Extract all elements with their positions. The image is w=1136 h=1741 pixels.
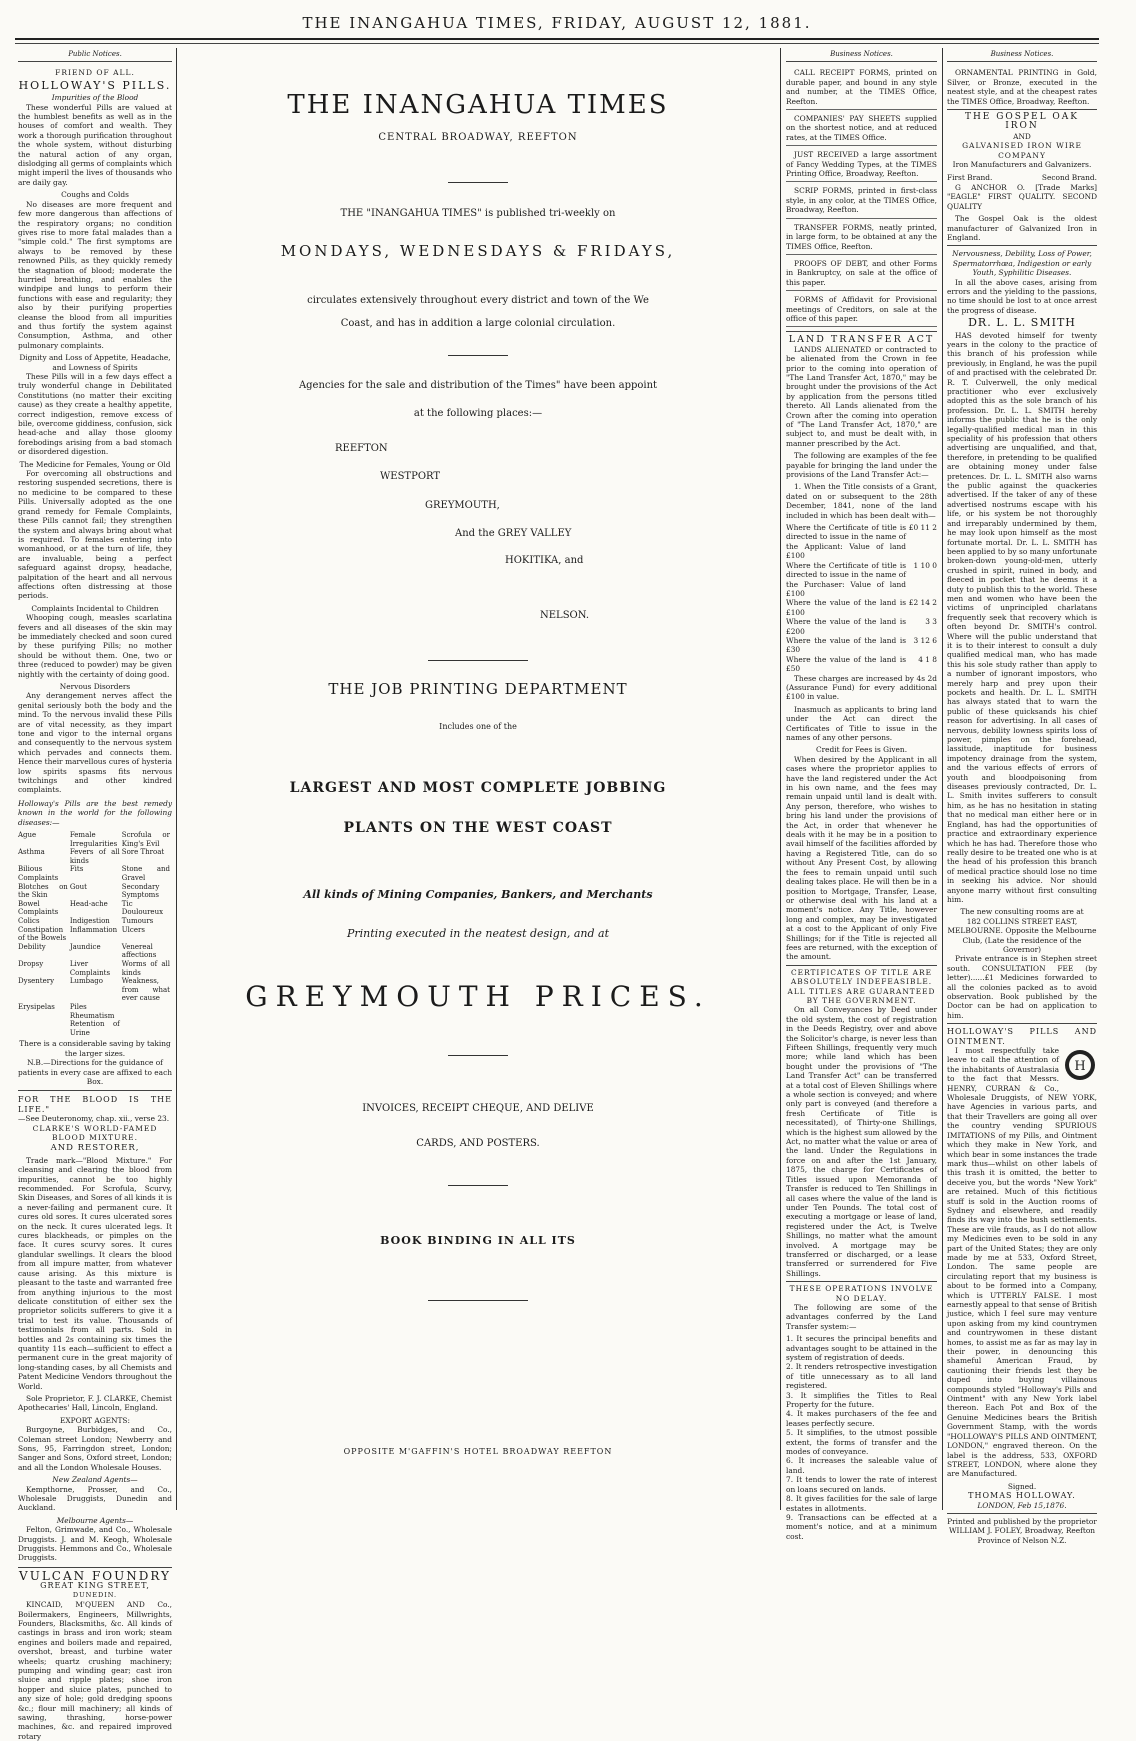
advantage-item: 8. It gives facilities for the sale of large estates in allotments. — [786, 1494, 937, 1513]
advantage-item: 5. It simplifies, to the utmost possible extent, the forms of transfer and the modes of conveyance. — [786, 1428, 937, 1457]
signed-label: Signed. — [1007, 1481, 1037, 1491]
section-heading: Coughs and Colds — [61, 190, 129, 200]
disease-name: Worms of all kinds — [121, 960, 170, 977]
published-line: THE "INANGAHUA TIMES" is published tri-weekly on — [340, 208, 616, 219]
ad-title: VULCAN FOUNDRY — [19, 1568, 171, 1583]
proprietor-line: Sole Proprietor, F. J. CLARKE, Chemist Apothecaries' Hall, Lincoln, England. — [18, 1393, 172, 1413]
ad-reference: —See Deuteronomy, chap. xii., verse 23. — [18, 1114, 170, 1124]
ad-title: DR. L. L. SMITH — [968, 316, 1076, 330]
place-name: WESTPORT — [380, 471, 441, 482]
ad-paragraph: No diseases are more frequent and few more dangerous than affections of the respiratory organs; no condition gives rise to more fatal malades than a "simple cold." The first symptoms are always to be removed by these renowned Pills, as they quickly remedy the stagnation of blood; moderate the hurried breathing, and enables the windpipe and lungs to perform their functions with ease and regularity; they also by their purifying properties cleanse the blood from all impurities and thus fortify the system against Consumption, Asthma, and other pulmonary complaints. — [18, 199, 172, 350]
nb-note: N.B.—Directions for the guidance of patients in every case are affixed to each Box. — [18, 1058, 172, 1086]
advantage-item: 6. It increases the saleable value of land. — [786, 1456, 937, 1475]
column-business-notices — [786, 50, 937, 1541]
fee-row — [786, 636, 937, 655]
disease-name: Indigestion — [69, 917, 110, 926]
ad-paragraph: Inasmuch as applicants to bring land under the Act can direct the Certificates of Title to issue in the names of any other persons. — [786, 704, 937, 742]
ad-title: CLARKE'S WORLD-FAMED BLOOD MIXTURE. — [32, 1123, 158, 1142]
section-heading: Complaints Incidental to Children — [31, 603, 159, 613]
disease-name: Piles — [69, 1002, 87, 1011]
disease-name: Colics — [18, 917, 40, 926]
disease-row — [18, 960, 172, 977]
disease-name: Asthma — [18, 848, 45, 857]
imprint: Printed and published by the proprietor WILLIAM J. FOLEY, Broadway, Reefton Province of Nelson N.Z. — [947, 1516, 1097, 1545]
ad-title: THE GOSPEL OAK IRON — [964, 112, 1080, 132]
ad-paragraph: When desired by the Applicant in all cases where the proprietor applies to have the land registered under the Act in his own name, and the fees may remain unpaid until land is dealt with. Any person, therefore, who wishes to bring his land under the provisions of the Act, in order that whenever he deals with it he may be in a position to avail himself of the facilities afforded by having a Registered Title, can do so without Any Present Cost, by allowing the fees to remain unpaid until such dealing takes place. He will then be in a position to Mortgage, Transfer, Lease, or otherwise deal with his land at a moment's notice. Any Title, however long and complex, may be investigated at a cost to the Applicant of only Five Shillings; for if the Title is rejected all fees are returned, with the exception of the amount. — [786, 754, 937, 962]
disease-row — [18, 883, 172, 900]
ad-paragraph: HAS devoted himself for twenty years in the colony to the practice of this branch of his profession while previously, in England, he was the pupil of and practised with the celebrated Dr. R. T. Culverwell, the only medical practitioner who ever exclusively adopted this as the sole branch of his profession. Dr. L. L. SMITH hereby informs the public that he is the only legally-qualified medical man in this speciality of his profession that others advertising are unqualified, and that, therefore, in pretending to be qualified are obtaining money under false pretences. Dr. L. L. SMITH also warns the public against the quackeries advertised. If the taker of any of these advertised nostrums escape with his life, or his system be not thoroughly and irreparably undermined by them, he may look upon himself as the most fortunate mortal. Dr. L. L. SMITH has been applied to by so many unfortunate broken-down young-old-men, utterly crushed in spirit, ruined in body, and fleeced in pocket that he deems it a duty to publish this to the world. These men and women who have been the victims of unprincipled charlatans frequently seek that recovery which is often beyond Dr. SMITH's control. Where will the public understand that it is to their interest to consult a duly qualified medical man, who has made this his sole study rather than apply to a number of ignorant impostors, who merely harp and prey upon their pockets and health. Dr. L. L. SMITH has always stated that to warn the public of these quicksands his chief reason for advertising. In all cases of nervous, debility lowness spirits loss of power, pimples on the forehead, lassitude, inaptitude for business impotency drainage from the system, and the various effects of errors of youth and bloodpoisoning from diseases previously contracted, Dr. L. L. Smith invites sufferers to consult him, as he has no hesitation in stating that no medical man either here or in England, has had the opportunities of practice and extraordinary experience which he has had. Therefore those who really desire to be treated one who is at the head of his profession this branch of medical practice should lose no time in seeking his advice. Nor should anyone marry without first consulting him. — [947, 330, 1097, 904]
disease-name: Erysipelas — [18, 1002, 55, 1011]
disease-name: Blotches on the Skin — [18, 882, 68, 900]
ad-paragraph: 1. When the Title consists of a Grant, dated on or subsequent to the 28th December, 1841, none of the land included in which has been dealt with— — [786, 482, 937, 520]
disease-name: Debility — [18, 942, 46, 951]
ad-title: FOR THE BLOOD IS THE LIFE." — [18, 1095, 172, 1114]
disease-name: Gout — [69, 882, 87, 891]
fee-row — [786, 561, 937, 599]
signed-date: LONDON, Feb 15,1876. — [977, 1500, 1067, 1510]
ad-paragraph: Any derangement nerves affect the genital seriously both the body and the mind. To the nervous invalid these Pills are of vital necessity, as they impart tone and vigor to the internal organs and consequently to the nervous system which pervades and connects them. Hence their marvellous cures of hysteria low spirits spasms fits nervous twitchings and other kindred complaints. — [18, 691, 172, 795]
fee-description: Where the Certificate of title is directed to issue in the name of the Purchaser: Value of land £100 — [786, 560, 906, 598]
ad-subtitle: Iron Manufacturers and Galvanizers. — [952, 160, 1092, 170]
disease-name: Secondary Symptoms — [121, 882, 160, 900]
column-public-notices — [18, 50, 172, 1741]
disease-name: Dropsy — [18, 960, 44, 968]
disease-row — [18, 848, 172, 865]
section-heading: New Zealand Agents— — [52, 1475, 138, 1485]
ad-heading: Nervousness, Debility, Loss of Power, Spermatorrhœa, Indigestion or early Youth, Syphilitic Diseases. — [952, 249, 1092, 278]
ad-title: LAND TRANSFER ACT — [786, 331, 937, 344]
agencies-line: Agencies for the sale and distribution of the Times" have been appoint — [298, 380, 658, 391]
job-printing-title: THE JOB PRINTING DEPARTMENT — [328, 680, 628, 698]
ad-subtitle: AND RESTORER, — [50, 1143, 140, 1154]
disease-name: Fits — [69, 865, 84, 874]
small-ad: FORMS of Affidavit for Provisional meetings of Creditors, on sale at the office of this paper. — [786, 295, 937, 327]
advantages-list — [786, 1334, 937, 1541]
disease-name: Sore Throat — [121, 848, 165, 857]
address: 182 COLLINS STREET EAST, MELBOURNE. Opposite the Melbourne Club, (Late the residence of the Governor) — [947, 916, 1097, 954]
ad-paragraph: For overcoming all obstructions and restoring suspended secretions, there is no medicine to be compared to these Pills. Universally adopted as the one grand remedy for Female Complaints, these Pills cannot fail; they strengthen the system and always bring about what is required. To females entering into womanhood, or at the turn of life, they are invaluable, being a perfect safeguard against dropsy, headache, palpitation of the heart and all nervous affections often distressing at those periods. — [18, 469, 172, 601]
job-printing-line: Includes one of the — [439, 722, 517, 731]
disease-name: Stone and Gravel — [121, 865, 170, 883]
ad-paragraph: The following are examples of the fee payable for bringing the land under the provisions of the Land Transfer Act:— — [786, 451, 937, 480]
ad-paragraph: Trade mark—"Blood Mixture." For cleansing and clearing the blood from impurities, cannot be too highly recommended. For Scrofula, Scurvy, Skin Diseases, and Sores of all kinds it is a never-failing and permanent cure. It cures old sores. It cures ulcerated sores on the neck. It cures ulcerated legs. It cures blackheads, or pimples on the face. It cures scurvy sores. It cures glandular swellings. It clears the blood from all impure matter, from whatever cause arising. As this mixture is pleasant to the taste and warranted free from anything injurious to the most delicate constitution of either sex the proprietor solicits sufferers to give it a trial to test its value. Thousands of testimonials from all parts. Sold in bottles and 2s containing six times the quantity 11s each—sufficient to effect a permanent cure in the great majority of long-standing cases, by all Chemists and Patent Medicine Vendors throughout the World. — [18, 1155, 172, 1391]
disease-name: Rheumatism — [69, 1011, 115, 1020]
section-heading: EXPORT AGENTS: — [60, 1415, 130, 1425]
small-ad: SCRIP FORMS, printed in first-class style, in any color, at the TIMES Office, Broadway, Reefton. — [786, 186, 937, 218]
disease-name — [18, 1020, 70, 1037]
brand-label: Second Brand. — [1041, 173, 1097, 183]
fee-description: Where the value of the land is £200 — [786, 617, 906, 636]
ad-title: GALVANISED IRON WIRE COMPANY — [962, 141, 1082, 160]
signer-name: THOMAS HOLLOWAY. — [968, 1491, 1076, 1501]
fee-row — [786, 523, 937, 561]
job-printing-line: Printing executed in the neatest design, and at — [346, 927, 609, 940]
disease-name: Jaundice — [69, 942, 101, 951]
disease-row — [18, 917, 172, 926]
disease-name: Retention of Urine — [69, 1020, 120, 1037]
disease-name: Lumbago — [69, 977, 103, 986]
paper-address: CENTRAL BROADWAY, REEFTON — [378, 132, 578, 143]
disease-name: Tumours — [121, 917, 154, 926]
ad-paragraph: Private entrance is in Stephen street south. CONSULTATION FEE (by letter)......£1 Medicines forwarded to all the colonies packed as to avoid observation. Book published by the Doctor can be had on application to him. — [947, 954, 1097, 1020]
small-ad: JUST RECEIVED a large assortment of Fancy Wedding Types, at the TIMES Printing Office, Broadway, Reefton. — [786, 150, 937, 182]
ad-paragraph: Burgoyne, Burbidges, and Co., Coleman street London; Newberry and Sons, 95, Farringdon street, London; Sanger and Sons, Oxford street, London; and all the London Wholesale Houses. — [18, 1425, 172, 1472]
advantage-item: 3. It simplifies the Titles to Real Property for the future. — [786, 1390, 937, 1410]
disease-row — [18, 865, 172, 882]
place-name: GREYMOUTH, — [425, 500, 500, 511]
disease-name — [122, 1003, 172, 1012]
disease-name: Bowel Complaints — [18, 899, 59, 917]
fee-row — [786, 617, 937, 636]
ad-title: HOLLOWAY'S PILLS AND OINTMENT. — [947, 1027, 1097, 1046]
fee-amount: 3 12 6 — [913, 635, 937, 645]
masthead-rule-thin — [15, 43, 1099, 44]
advantage-item: 7. It tends to lower the rate of interest on loans secured on lands. — [786, 1475, 937, 1494]
section-heading: ALL TITLES ARE GUARANTEED BY THE GOVERNMENT. — [787, 986, 936, 1005]
disease-name: Constipation of the Bowels — [18, 925, 67, 943]
ad-paragraph: Whooping cough, measles scarlatina fevers and all diseases of the skin may be immediately checked and soon cured by these purifying Pills; no mother should be without them. One, two or three (reduced to powder) may be given nightly with the certainty of doing good. — [18, 613, 172, 679]
fee-row — [786, 655, 937, 674]
ad-subtitle: GREAT KING STREET, — [40, 1581, 150, 1591]
advantage-item: 2. It renders retrospective investigation of title unnecessary as to all land registered. — [786, 1362, 937, 1391]
job-printing-line: PLANTS ON THE WEST COAST — [343, 820, 613, 836]
small-ad: CALL RECEIPT FORMS, printed on durable paper, and bound in any style and number, at the TIMES Office, Reefton. — [786, 68, 937, 110]
small-ad: TRANSFER FORMS, neatly printed, in large form, to be obtained at any the TIMES Office, Reefton. — [786, 223, 937, 255]
disease-name: Scrofula or King's Evil — [121, 831, 170, 848]
column-header: Public Notices. — [18, 50, 172, 62]
fee-description: Where the Certificate of title is directed to issue in the name of the Applicant: Value of land £100 — [786, 523, 906, 561]
disease-name: Bilious Complaints — [18, 865, 59, 883]
disease-row — [18, 1003, 172, 1012]
office-address: OPPOSITE M'GAFFIN'S HOTEL BROADWAY REEFTON — [343, 1447, 613, 1456]
section-heading: THESE OPERATIONS INVOLVE NO DELAY. — [786, 1281, 937, 1303]
job-printing-line: LARGEST AND MOST COMPLETE JOBBING — [289, 780, 667, 796]
fee-description: Where the value of the land is £50 — [786, 654, 906, 674]
place-name: NELSON. — [540, 610, 590, 621]
disease-row — [18, 943, 172, 960]
section-heading: The Medicine for Females, Young or Old — [19, 459, 171, 469]
disease-row — [18, 900, 172, 917]
disease-name — [122, 1020, 172, 1037]
fee-row — [786, 598, 937, 617]
fee-description: Where the value of the land is £100 — [786, 598, 906, 617]
fees-list — [786, 523, 937, 674]
section-heading: Nervous Disorders — [59, 682, 131, 691]
ad-paragraph: I most respectfully take leave to call the attention of the inhabitants of Australasia to the fact that Messrs. HENRY, CURRAN & Co., Wholesale Druggists, of NEW YORK, have Agencies in various parts, and that their Travellers are going all over the country vending SPURIOUS IMITATIONS of my Pills, and Ointment which they make in New York, and which bear in some instances the trade mark thus—whilst on other labels of this trash it is omitted, the better to deceive you, but the words "New York" are retained. Much of this fictitious stuff is sold in the Auction rooms of Sydney and elsewhere, and readily finds its way into the bush settlements. These are vile frauds, as I do not allow my Medicines even to be sold in any part of the United States; they are only made by me at 533, Oxford Street, London. The same people are circulating report that my business is about to be formed into a Company, which is UTTERLY FALSE. I most earnestly appeal to that sense of British justice, which I feel sure may venture upon asking from my kind countrymen and countrywomen in these distant homes, to assist me as far as may lay in their power, in denouncing this shameful American Fraud, by cautioning their friends lest they be duped into buying villainous compounds styled "Holloway's Pills and Ointment" with any New York label thereon. Each Pot and Box of the Genuine Medicines bears the British Government Stamp, with the words "HOLLOWAY'S PILLS AND OINTMENT, LONDON," engraved thereon. On the label is the address, 533, OXFORD STREET, LONDON, where alone they are Manufactured. — [947, 1046, 1097, 1479]
ad-heading: FRIEND OF ALL. — [55, 68, 135, 78]
disease-row — [18, 977, 172, 1003]
disease-row — [18, 1020, 172, 1037]
disease-name — [18, 1012, 70, 1021]
column-divider — [176, 48, 177, 1510]
disease-name: Female Irregularities — [69, 831, 118, 848]
section-heading: Impurities of the Blood — [51, 93, 139, 103]
ad-paragraph: ORNAMENTAL PRINTING in Gold, Silver, or Bronze, executed in the neatest style, and at the cheapest rates the TIMES Office, Broadway, Reefton. — [947, 68, 1097, 106]
section-heading: Melbourne Agents— — [56, 1515, 134, 1525]
address-intro: The new consulting rooms are at — [960, 907, 1084, 917]
ad-paragraph: LANDS ALIENATED or contracted to be alienated from the Crown in fee prior to the coming into operation of "The Land Transfer Act, 1870," may be brought under the provisions of the Act by application from the persons titled thereto. All Lands alienated from the Crown after the coming into operation of "The Land Transfer Act, 1870," are subject to, and must be dealt with, in manner prescribed by the Act. — [786, 344, 937, 448]
ad-paragraph: G ANCHOR O. [Trade Marks] "EAGLE" FIRST QUALITY. SECOND QUALITY — [947, 182, 1097, 211]
ad-subtitle: AND — [1013, 131, 1031, 141]
agencies-line: at the following places:— — [413, 408, 543, 419]
ad-paragraph: In all the above cases, arising from errors and the yielding to the passions, no time should be lost to at once arrest the progress of disease. — [947, 277, 1097, 315]
disease-name: Fevers of all kinds — [69, 848, 120, 865]
disease-name: Liver Complaints — [69, 960, 111, 977]
section-heading: CERTIFICATES OF TITLE ARE ABSOLUTELY INDEFEASIBLE. — [786, 965, 937, 987]
ad-paragraph: The Gospel Oak is the oldest manufacturer of Galvanized Iron in England. — [947, 214, 1097, 242]
ad-subtitle: DUNEDIN. — [72, 1590, 118, 1599]
section-heading: Credit for Fees is Given. — [815, 745, 908, 755]
small-ad: COMPANIES' PAY SHEETS supplied on the shortest notice, and at reduced rates, at the TIMES Office. — [786, 114, 937, 146]
disease-name: Head-ache — [69, 899, 108, 908]
disease-row — [18, 831, 172, 848]
fee-amount: £2 14 2 — [908, 598, 937, 608]
saving-note: There is a considerable saving by taking the larger sizes. — [19, 1039, 171, 1058]
ad-paragraph: The following are some of the advantages conferred by the Land Transfer system:— — [786, 1302, 937, 1331]
disease-name: Dysentery — [18, 977, 55, 986]
diseases-table — [18, 831, 172, 1037]
disease-name — [122, 1012, 172, 1021]
place-name: HOKITIKA, and — [505, 555, 584, 566]
column-header: Business Notices. — [947, 50, 1097, 62]
fee-description: Where the value of the land is £30 — [786, 635, 906, 655]
circulation-line: Coast, and has in addition a large colonial circulation. — [340, 318, 616, 329]
disease-name: Ague — [18, 831, 37, 840]
column-header: Business Notices. — [786, 50, 937, 62]
fee-amount: 4 1 8 — [918, 654, 937, 664]
ad-paragraph: Kempthorne, Prosser, and Co., Wholesale Druggists, Dunedin and Auckland. — [18, 1484, 172, 1513]
holloway-seal-icon — [1063, 1048, 1097, 1084]
greymouth-prices: GREYMOUTH PRICES. — [245, 980, 711, 1013]
place-name: REEFTON — [335, 443, 388, 454]
remedy-intro: Holloway's Pills are the best remedy known in the world for the following diseases:— — [18, 798, 172, 827]
fee-amount: 1 10 0 — [913, 560, 937, 570]
fee-amount: 3 3 — [925, 617, 937, 627]
column-divider — [942, 48, 943, 1510]
ad-paragraph: On all Conveyances by Deed under the old system, the cost of registration in the Deeds Registry, over and above the Solicitor's charge, is never less than Fifteen Shillings, frequently very much more; while land which has been bought under the provisions of "The Land Transfer Act" can be transferred at a total cost of Eleven Shillings where a whole section is conveyed; and where only part is conveyed (and therefore a fresh Certificate of Title is necessitated), of Thirty-one Shillings, which is the highest sum allowed by the Act, no matter what the value or area of the land. Under the Regulations in force on and after the 1st January, 1875, the charge for Certificates of Titles issued upon Memoranda of Transfer is reduced to Ten Shillings in all cases where the value of the land is under Ten Pounds. The total cost of executing a mortgage or lease of land, registered under the Act, is Twelve Shillings, no matter what the amount involved. A mortgage may be transferred or discharged, or a lease transferred or surrendered for Five Shillings. — [786, 1005, 937, 1278]
place-name: And the GREY VALLEY — [455, 528, 572, 539]
masthead-rule — [15, 38, 1099, 40]
services-line: CARDS, AND POSTERS. — [416, 1138, 540, 1149]
brand-label: First Brand. — [947, 173, 993, 183]
masthead: THE INANGAHUA TIMES, FRIDAY, AUGUST 12, 1881. — [302, 14, 812, 32]
job-printing-line: All kinds of Mining Companies, Bankers, and Merchants — [303, 888, 653, 901]
ad-title: HOLLOWAY'S PILLS. — [18, 78, 172, 92]
advantage-item: 1. It secures the principal benefits and advantages sought to be attained in the system of registration of deeds. — [786, 1334, 937, 1362]
ad-paragraph: These wonderful Pills are valued at the humblest benefits as well as in the houses of comfort and wealth. They work a thorough purification throughout the whole system, without disturbing the natural action of any organ, dislodging all germs of complaints which might imperil the lives of thousands who are daily gay. — [18, 102, 172, 187]
publication-days: MONDAYS, WEDNESDAYS & FRIDAYS, — [280, 242, 676, 260]
advantage-item: 9. Transactions can be effected at a moment's notice, and at a minimum cost. — [786, 1512, 937, 1541]
disease-name: Venereal affections — [121, 942, 157, 960]
book-binding-line: BOOK BINDING IN ALL ITS — [380, 1234, 576, 1247]
ad-paragraph: KINCAID, M'QUEEN AND Co., Boilermakers, Engineers, Millwrights, Founders, Blacksmiths, &c. All kinds of castings in brass and iron work; steam engines and boilers made and repaired, overshot, breast, and turbine water wheels; quartz crushing machinery; pumping and winding gear; cast iron sluice and ripple plates; shoe iron hopper and sluice plates, punched to any size of hole; gold dredging spoons &c.; flour mill machinery; all kinds of sawing, thrashing, horse-power machines, &c. and repaired improved rotary — [18, 1600, 172, 1741]
services-line: INVOICES, RECEIPT CHEQUE, AND DELIVE — [362, 1103, 594, 1114]
circulation-line: circulates extensively throughout every district and town of the We — [307, 295, 649, 306]
disease-name: Ulcers — [121, 925, 145, 934]
column-business-notices-2 — [947, 50, 1097, 1545]
advantage-item: 4. It makes purchasers of the fee and leases perfectly secure. — [786, 1409, 937, 1428]
small-ads-list — [786, 68, 937, 327]
svg-text:H: H — [1074, 1059, 1086, 1075]
section-heading: Dignity and Loss of Appetite, Headache, and Lowness of Spirits — [19, 353, 171, 372]
ad-paragraph: These Pills will in a few days effect a truly wonderful change in Debilitated Constitutions (no matter their exciting cause) as they create a healthy appetite, correct indigestion, remove excess of bile, overcome giddiness, confusion, sick head-ache and allay those gloomy forebodings arising from a bad stomach or disordered digestion. — [18, 372, 172, 457]
disease-name: Inflammation — [69, 925, 118, 934]
column-divider — [780, 48, 781, 1510]
disease-name: Tic Douloureux — [121, 899, 164, 917]
ad-paragraph: These charges are increased by 4s 2d (Assurance Fund) for every additional £100 in value. — [786, 673, 937, 702]
fee-amount: £0 11 2 — [908, 523, 937, 533]
disease-row — [18, 1012, 172, 1021]
disease-name: Weakness, from what ever cause — [121, 977, 170, 1003]
disease-row — [18, 926, 172, 943]
paper-title: THE INANGAHUA TIMES — [287, 90, 669, 120]
small-ad: PROOFS OF DEBT, and other Forms in Bankruptcy, on sale at the office of this paper. — [786, 259, 937, 291]
ad-paragraph: Felton, Grimwade, and Co., Wholesale Druggists. J. and M. Keogh, Wholesale Druggists. Hemmons and Co., Wholesale Druggists. — [18, 1525, 172, 1563]
